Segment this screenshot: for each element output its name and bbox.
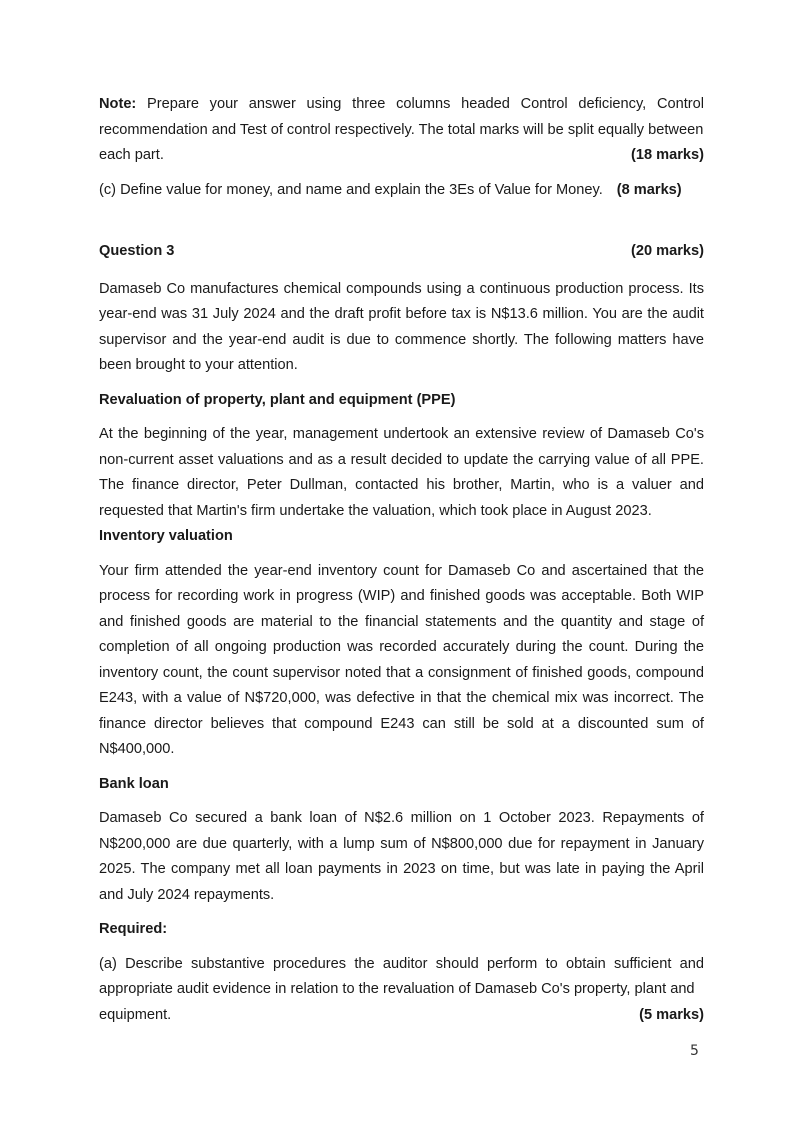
note-label: Note:: [99, 96, 137, 112]
section-heading-ppe: Revaluation of property, plant and equipment (PPE): [99, 391, 456, 408]
note-last-line-row: [99, 143, 704, 169]
question-3-header: [99, 239, 704, 265]
required-heading: Required:: [99, 921, 168, 937]
section-body-bank-loan: Damaseb Co secured a bank loan of N$2.6 million on 1 October 2023. Repayments of N$200,000 are due quarterly, with a lump sum of N$800,000 due for repayment in January 2025. The company met all loan payments in 2023 on time, but was late in paying the April and July 2024 repayments.: [99, 810, 704, 903]
part-a-last-line: equipment.: [99, 1006, 172, 1023]
part-a-text: (a) Describe substantive procedures the auditor should perform to obtain sufficient and appropriate audit evidence in relation to the revaluation of Damaseb Co's property, plant and: [99, 955, 704, 997]
note-marks: (18 marks): [630, 147, 704, 163]
section-body-ppe: At the beginning of the year, management undertook an extensive review of Damaseb Co's non-current asset valuations and as a result decided to update the carrying value of all PPE. The finance director, Peter Dullman, contacted his brother, Martin, who is a valuer and requested that Martin's firm undertake the valuation, which took place in August 2023.: [99, 426, 704, 519]
page-number: 5: [690, 1043, 699, 1059]
question-intro: Damaseb Co manufactures chemical compounds using a continuous production process. Its year-end was 31 July 2024 and the draft profit before tax is N$13.6 million. You are the audit supervisor and the year-end audit is due to commence shortly. The following matters have been brought to your attention.: [99, 280, 704, 373]
part-c-row: [99, 178, 704, 204]
note-paragraph: [99, 92, 704, 143]
question-marks: (20 marks): [630, 243, 704, 259]
note-text: Prepare your answer using three columns headed Control deficiency, Control recommendation and Test of control respectively. The total marks will be split equally between: [99, 96, 704, 138]
question-title: Question 3: [99, 243, 175, 259]
section-body-inventory: Your firm attended the year-end inventory count for Damaseb Co and ascertained that the process for recording work in progress (WIP) and finished goods was acceptable. Both WIP and finished goods are material to the financial statements and the quantity and stage of completion of all ongoing production was recorded accurately during the count. During the inventory count, the count supervisor noted that a consignment of finished goods, compound E243, with a value of N$720,000, was defective in that the chemical mix was incorrect. The finance director believes that compound E243 can still be sold at a discounted sum of N$400,000.: [99, 562, 704, 757]
section-heading-bank-loan: Bank loan: [99, 775, 169, 792]
part-c-marks: (8 marks): [616, 181, 682, 198]
part-a-last-line-row: [99, 1003, 704, 1029]
section-heading-inventory: Inventory valuation: [99, 528, 233, 544]
exam-page: [99, 92, 704, 1028]
part-c-text: (c) Define value for money, and name and explain the 3Es of Value for Money.: [99, 181, 603, 198]
note-last-line: each part.: [99, 147, 164, 163]
part-a-marks: (5 marks): [639, 1006, 704, 1023]
